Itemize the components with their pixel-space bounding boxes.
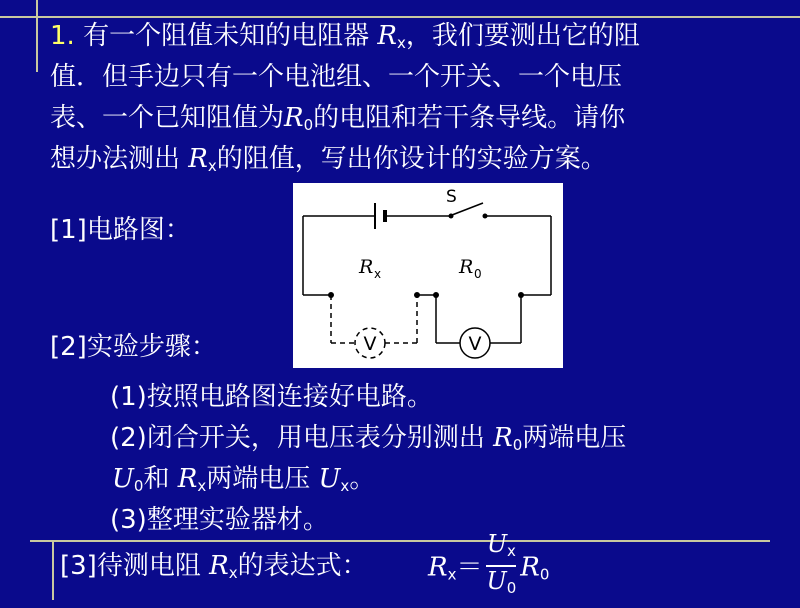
switch-pivot xyxy=(449,214,454,219)
problem-line-1 xyxy=(50,16,640,63)
frame-left-line xyxy=(36,0,38,72)
step-2-sub-ux: x xyxy=(340,477,350,495)
rx-label: R xyxy=(359,256,374,278)
formula-rhs-sub: 0 xyxy=(539,565,550,584)
circuit-svg xyxy=(293,183,563,368)
rx-label-sub: x xyxy=(374,267,382,281)
problem-line-4 xyxy=(50,139,607,186)
formula-label-end: 的表达式： xyxy=(237,551,368,581)
formula-lhs-sub: x xyxy=(447,565,457,584)
sub-x: x xyxy=(207,157,217,175)
formula-lhs-var: R xyxy=(428,552,448,583)
step-2-a: (2)闭合开关，用电压表分别测出 xyxy=(110,423,485,453)
frame-bottom-left-line xyxy=(52,540,54,600)
step-2-var-r0: R xyxy=(493,423,513,453)
step-2-c-b: 两端电压 xyxy=(206,464,311,494)
problem-line-2: 值．但手边只有一个电池组、一个开关、一个电压 xyxy=(50,62,623,92)
formula-expression xyxy=(428,530,550,608)
step-3: (3)整理实验器材。 xyxy=(110,505,329,535)
formula-num-var: U xyxy=(486,530,508,558)
problem-line-3 xyxy=(50,98,625,145)
terminal-rx-right xyxy=(414,292,420,298)
step-2-var-u0: U xyxy=(112,464,134,494)
terminal-r0-left xyxy=(433,292,439,298)
dashed-voltmeter-label: V xyxy=(363,333,377,355)
circuit-section-label: [1]电路图： xyxy=(50,215,191,245)
steps-section-label: [2]实验步骤： xyxy=(50,332,217,362)
step-2-line-2 xyxy=(112,459,375,506)
step-2-mid: 和 xyxy=(143,464,170,494)
circuit-diagram xyxy=(293,183,563,368)
step-2-sub-u0: 0 xyxy=(133,477,144,495)
formula-fraction xyxy=(486,531,516,601)
formula-den-var: U xyxy=(486,567,507,595)
step-1: (1)按照电路图连接好电路。 xyxy=(110,382,433,412)
formula-numerator xyxy=(486,531,516,564)
r0-label: R xyxy=(459,256,474,278)
formula-denominator xyxy=(486,568,516,601)
formula-equals: ＝ xyxy=(456,552,483,583)
var-r: R xyxy=(377,21,397,51)
problem-line-3-b: 的电阻和若干条导线。请你 xyxy=(313,103,626,133)
formula-label-text: [3]待测电阻 xyxy=(60,551,201,581)
terminal-rx-left xyxy=(328,292,334,298)
step-2-b: 两端电压 xyxy=(522,423,627,453)
step-2-end: 。 xyxy=(349,464,376,494)
problem-line-1-end: ，我们要测出它的阻 xyxy=(405,21,640,51)
formula-label-sub: x xyxy=(228,564,238,582)
sub-0: 0 xyxy=(303,116,314,134)
formula-label-var: R xyxy=(209,551,229,581)
switch-contact xyxy=(483,214,488,219)
formula-label xyxy=(60,546,368,593)
frame-bottom-line xyxy=(30,540,770,542)
formula-den-sub: 0 xyxy=(506,579,517,597)
formula-num-sub: x xyxy=(507,542,516,560)
switch-label: S xyxy=(446,187,457,207)
problem-line-3-a: 表、一个已知阻值为 xyxy=(50,103,285,133)
problem-line-4-a: 想办法测出 xyxy=(50,144,181,174)
step-2-var-rx: R xyxy=(177,464,198,494)
formula-rhs-var: R xyxy=(520,552,540,583)
step-2-sub-rx: x xyxy=(197,477,207,495)
terminal-r0-right xyxy=(518,292,524,298)
step-2-sub-0: 0 xyxy=(512,436,523,454)
problem-line-4-b: 的阻值，写出你设计的实验方案。 xyxy=(216,144,607,174)
step-2-var-ux: U xyxy=(318,464,341,494)
problem-number: 1. xyxy=(50,21,75,51)
solid-voltmeter-label: V xyxy=(468,333,482,355)
sub-x: x xyxy=(396,34,406,52)
problem-line-1-text: 有一个阻值未知的电阻器 xyxy=(83,21,370,51)
var-rx: R xyxy=(188,144,208,174)
step-2-line-1 xyxy=(110,418,626,465)
var-r0: R xyxy=(284,103,304,133)
r0-label-sub: 0 xyxy=(474,267,482,281)
